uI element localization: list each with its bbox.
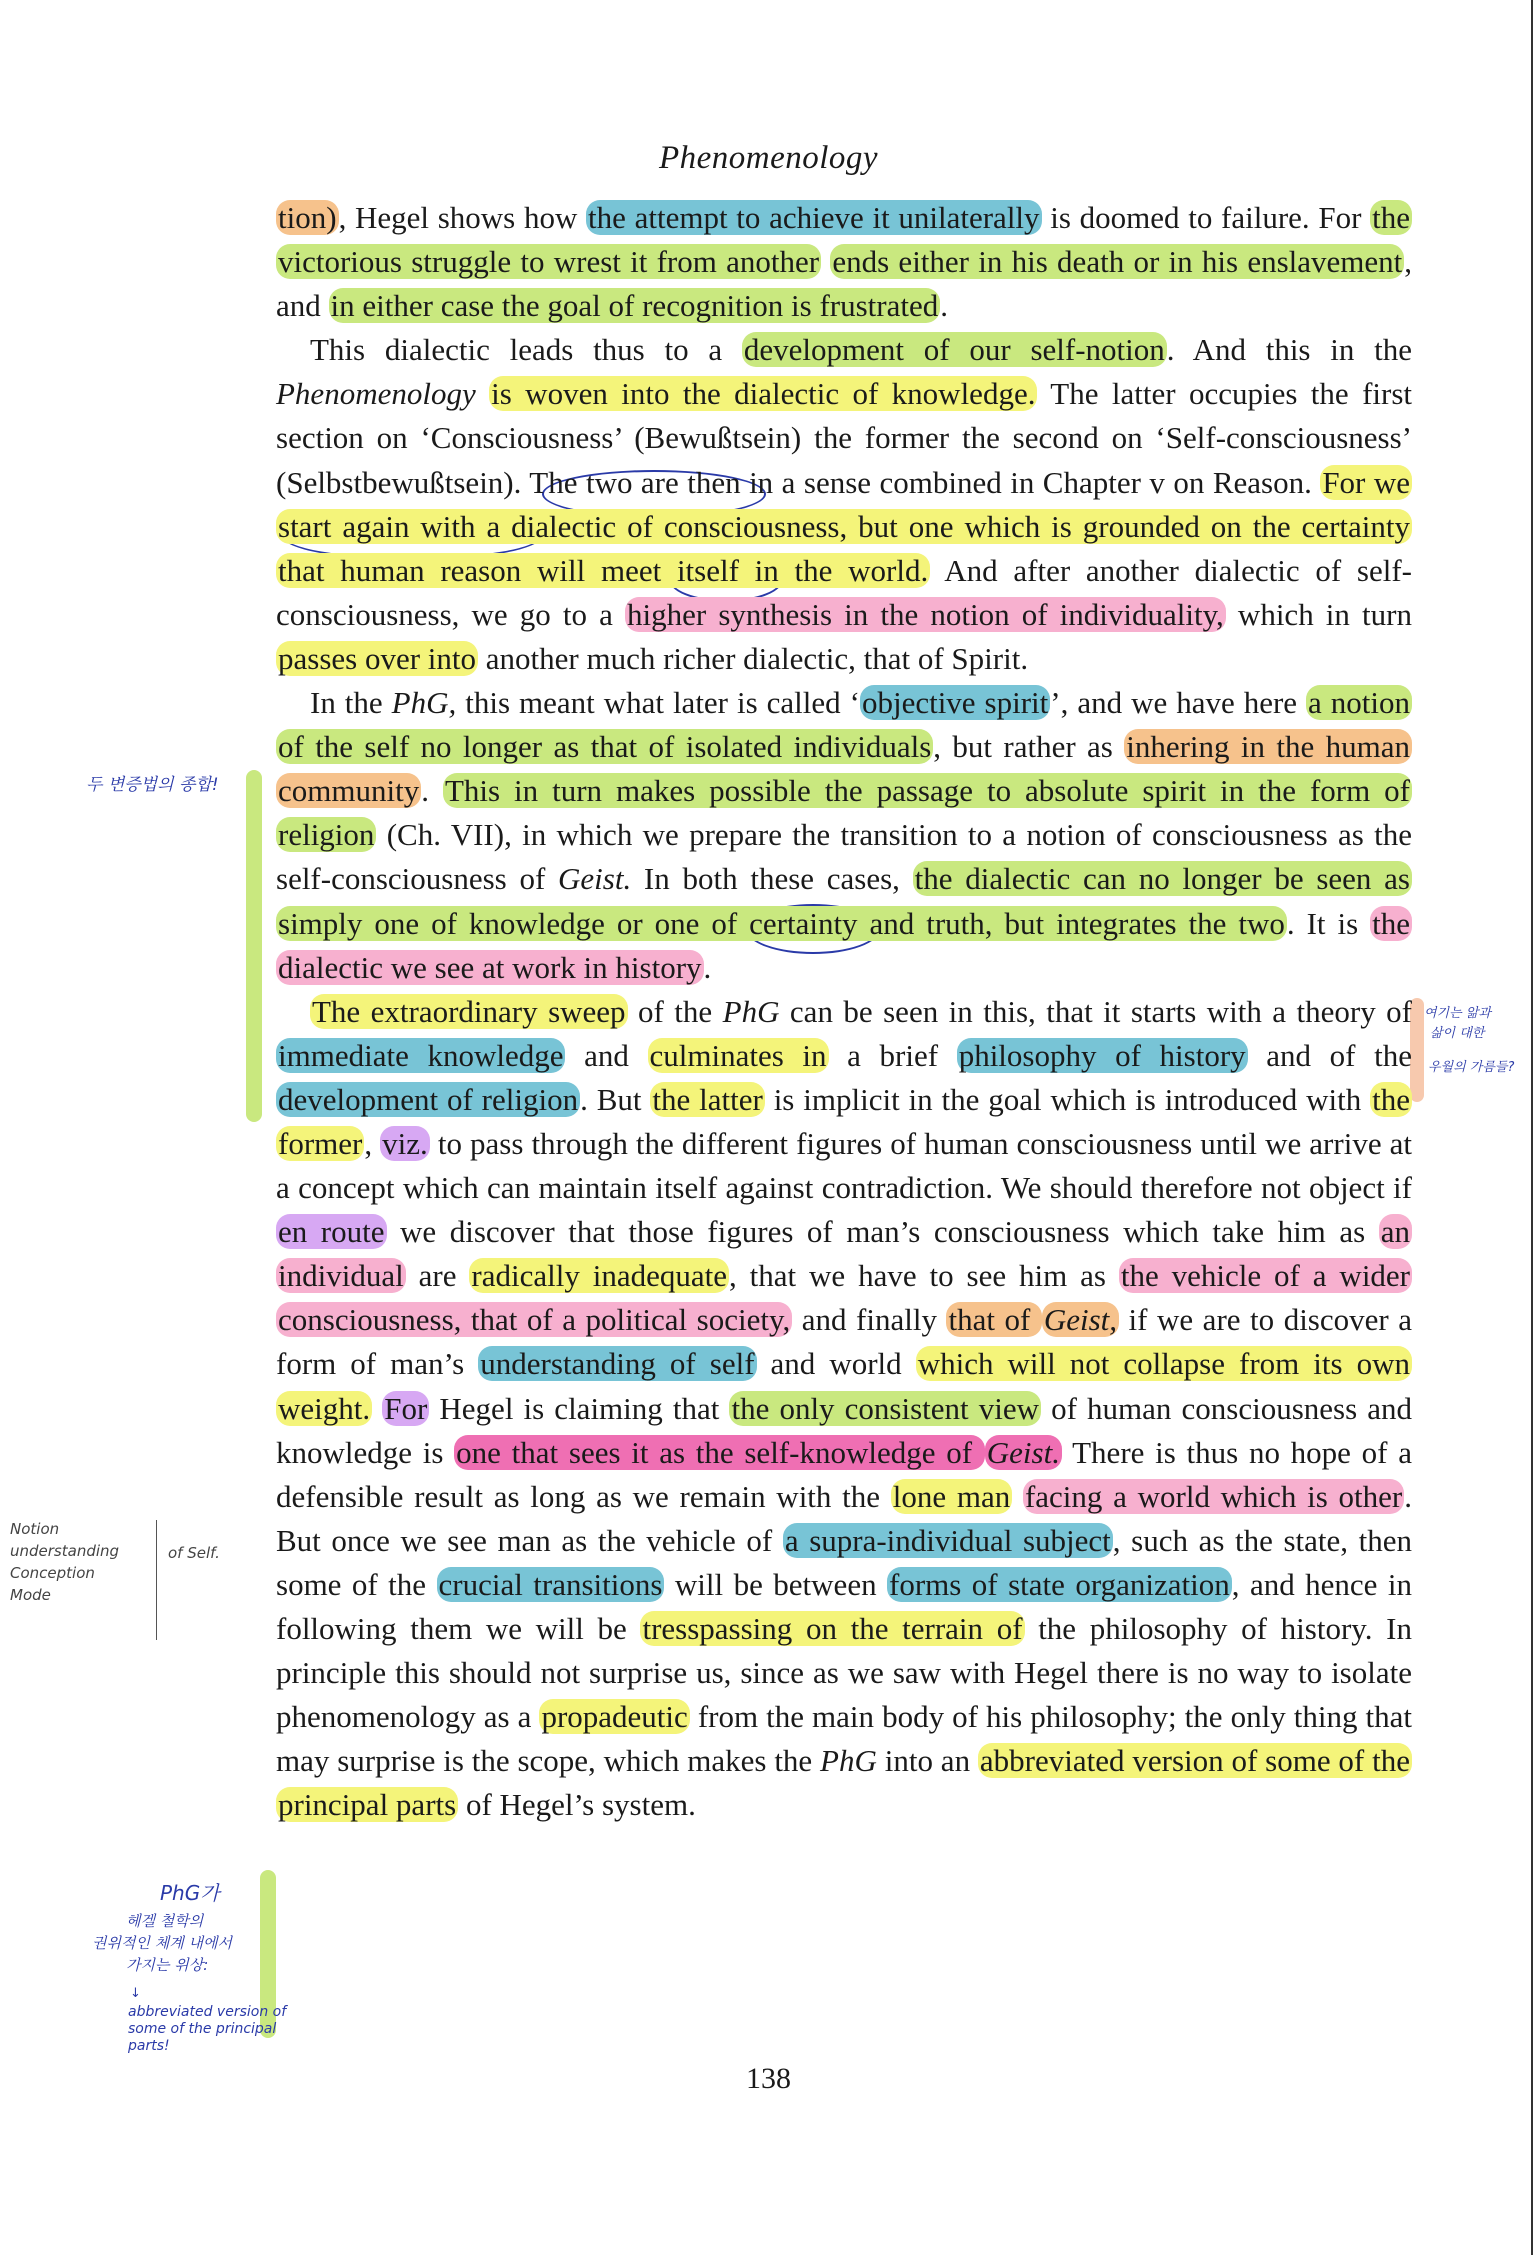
margin-note-notion: Notion [10, 1520, 60, 1538]
highlighted-text: the vehicle of a wider consciousness, that of a political society, [278, 1258, 1411, 1338]
highlighted-text: the victorious struggle to wrest it from another [278, 200, 1411, 280]
highlighted-text: objective spirit [861, 685, 1049, 721]
text-run: and [565, 1037, 648, 1073]
highlighted-text: the former [278, 1081, 1410, 1161]
page-number: 138 [746, 2062, 791, 2095]
highlighted-text: inhering in the human community [278, 729, 1410, 809]
highlighted-text: passes over into [278, 640, 477, 676]
highlighted-text: the attempt to achieve it unilaterally [588, 200, 1040, 235]
text-run: , but rather as [933, 729, 1125, 765]
text-run: a brief [828, 1037, 957, 1073]
body-text [276, 196, 1412, 1827]
highlighted-text: culminates in [649, 1037, 827, 1073]
highlighted-text: understanding of self [480, 1346, 755, 1382]
text-run [1012, 1479, 1023, 1514]
highlighted-text: the dialectic we see at work in history [278, 905, 1410, 985]
text-run: will be between [664, 1566, 888, 1602]
paragraph-4 [276, 990, 1412, 1828]
text-run: And after another dialectic of self-consciousness, we go to a [276, 552, 1412, 632]
text-run: and finally [792, 1302, 947, 1338]
text-run: . And this in the [1166, 332, 1413, 368]
text-run: In the [310, 685, 392, 721]
margin-bar-peach [1410, 998, 1424, 1102]
text-run [372, 1391, 382, 1426]
text-run: which in turn [1225, 596, 1412, 632]
highlighted-text: tion) [278, 200, 337, 235]
margin-bracket-line [156, 1520, 157, 1640]
text-run: , such as the state, then some of the [276, 1522, 1412, 1602]
text-run: . It is [1286, 905, 1371, 941]
text-run: is doomed to failure. For [1041, 200, 1371, 235]
text-run: The latter occupies the first section on ‘Consciousness’ (Bewußtsein) the former the second on ‘Self-consciousness’ (Selbstbewußtsein). The two are then in a sense combined in Chapter v on Reason. [276, 376, 1412, 500]
text-run: , that we have to see him as [728, 1258, 1119, 1294]
highlighted-text: development of religion [278, 1081, 579, 1117]
text-run: are [405, 1258, 470, 1294]
text-run: This dialectic leads thus to a [310, 332, 742, 368]
paragraph-1 [276, 196, 1412, 328]
margin-note-status: 가지는 위상: [126, 1956, 209, 1974]
highlighted-text: a notion of the self no longer as that of isolated individuals [278, 685, 1410, 765]
text-run: . But once we see man as the vehicle of [276, 1478, 1412, 1558]
highlighted-text: en route [278, 1214, 385, 1250]
text-run: the philosophy of history. In principle this should not surprise us, since as we saw with Hegel there is no way to isolate phenomenology as a [276, 1611, 1412, 1735]
highlighted-text: For we start again with a dialectic of consciousness, but one which is grounded on the certainty that human reason will meet itself in the world. [278, 464, 1410, 588]
text-run: , Hegel shows how [338, 200, 587, 235]
highlighted-text: This in turn makes possible the passage to absolute spirit in the form of religion [278, 773, 1410, 853]
highlighted-text: higher synthesis in the notion of individuality, [627, 596, 1224, 632]
highlighted-text: in either case the goal of recognition is frustrated [330, 288, 939, 324]
text-run: , and hence in following them we will be [276, 1566, 1412, 1646]
margin-bar-green-1 [246, 770, 262, 1122]
highlighted-text: For [384, 1390, 428, 1426]
margin-note-right-1: 여기는 앎과 [1424, 1006, 1491, 1021]
highlighted-text: is woven into the dialectic of knowledge. [491, 376, 1036, 412]
text-run [476, 376, 489, 411]
margin-note-understanding: understanding [10, 1542, 120, 1560]
highlighted-text: development of our self-notion [743, 332, 1165, 368]
highlighted-text: forms of state organization [889, 1566, 1230, 1602]
highlighted-text: propadeutic [541, 1699, 688, 1735]
text-run: into an [876, 1743, 978, 1779]
highlighted-text: Geist. [986, 1434, 1060, 1470]
highlighted-text: The extraordinary sweep [312, 993, 626, 1029]
text-run: if we are to discover a form of man’s [276, 1302, 1412, 1382]
text-run: of human consciousness and knowledge is [276, 1390, 1413, 1470]
highlighted-text: ends either in his death or in his enslavement [832, 244, 1403, 280]
text-run: There is thus no hope of a defensible result as long as we remain with the [276, 1434, 1412, 1514]
text-run: Hegel is claiming that [429, 1390, 730, 1426]
text-run: . [421, 773, 443, 809]
text-run: to pass through the different figures of human consciousness until we arrive at a concept which can maintain itself against contradiction. We should therefore not object if [276, 1125, 1412, 1206]
margin-note-right-2: 삶이 대한 [1430, 1026, 1485, 1041]
page-edge-line [1531, 0, 1533, 2255]
text-run: is implicit in the goal which is introduced with [764, 1081, 1371, 1117]
text-run: we discover that those figures of man’s consciousness which take him as [386, 1214, 1379, 1250]
highlighted-text: the dialectic can no longer be seen as simply one of knowledge or one of certainty and truth, but integrates the two [278, 861, 1410, 941]
margin-note-mode: Mode [10, 1586, 51, 1604]
text-run: and of the [1247, 1037, 1412, 1073]
margin-note-phg: PhG가 [160, 1881, 220, 1905]
text-run: (Ch. VII), in which we prepare the transition to a notion of consciousness as the self-consciousness of [276, 817, 1412, 897]
text-run: and world [756, 1346, 916, 1382]
highlighted-text: Geist, [1043, 1302, 1118, 1338]
text-run: can be seen in this, that it starts with a theory of [779, 993, 1413, 1029]
highlighted-text: which will not collapse from its own weight. [278, 1346, 1410, 1426]
margin-note-conception: Conception [10, 1564, 95, 1582]
margin-note-system: 권위적인 체계 내에서 [92, 1934, 232, 1952]
text-run: In both these cases, [631, 861, 913, 897]
highlighted-text: radically inadequate [471, 1258, 727, 1294]
margin-note-arrow: ↓ [130, 1986, 141, 2001]
text-run: PhG, [391, 685, 457, 721]
highlighted-text: facing a world which is other [1024, 1478, 1403, 1514]
paragraph-3 [276, 681, 1412, 990]
text-run: of the [627, 993, 723, 1029]
text-run: Geist. [558, 861, 632, 897]
highlighted-text: tresspassing on the terrain of [642, 1611, 1023, 1646]
text-run: PhG [820, 1743, 877, 1779]
text-run: , and [276, 244, 1413, 324]
text-run [821, 244, 830, 279]
margin-note-hegel-phil: 헤겔 철학의 [126, 1912, 204, 1930]
highlighted-text: lone man [892, 1478, 1011, 1514]
paragraph-2 [276, 328, 1412, 681]
running-header-title: Phenomenology [658, 140, 879, 176]
highlighted-text: abbreviated version of some of the principal parts [278, 1743, 1410, 1823]
text-run: this meant what later is called ‘ [456, 685, 860, 721]
text-run: of Hegel’s system. [458, 1787, 696, 1823]
highlighted-text: one that sees it as the self-knowledge of [456, 1434, 983, 1470]
text-run: . But [580, 1081, 651, 1117]
highlighted-text: that of [948, 1302, 1040, 1338]
text-run: . [703, 949, 712, 985]
text-run: PhG [722, 993, 780, 1029]
text-run: from the main body of his philosophy; the only thing that may surprise is the scope, which makes the [276, 1699, 1413, 1779]
highlighted-text: immediate knowledge [278, 1037, 564, 1073]
highlighted-text: crucial transitions [438, 1566, 663, 1602]
margin-note-right-3: 우월의 가름들? [1428, 1060, 1515, 1075]
highlighted-text: an individual [278, 1214, 1410, 1294]
margin-note-of-self: of Self. [168, 1544, 220, 1562]
text-run: ’, and we have here [1050, 685, 1307, 721]
highlighted-text: the only consistent view [731, 1390, 1039, 1426]
margin-note-abbreviated: abbreviated version of some of the principal parts! [128, 2004, 287, 2054]
highlighted-text: the latter [652, 1081, 763, 1117]
text-run: , [364, 1125, 381, 1161]
text-run: another much richer dialectic, that of Spirit. [478, 640, 1029, 676]
highlighted-text: a supra-individual subject [784, 1522, 1111, 1558]
text-run: Phenomenology [276, 376, 476, 412]
text-run: . [940, 288, 948, 324]
highlighted-text: philosophy of history [958, 1037, 1246, 1073]
margin-note-top: 두 변증법의 종합! [86, 775, 219, 795]
highlighted-text: viz. [382, 1125, 428, 1161]
